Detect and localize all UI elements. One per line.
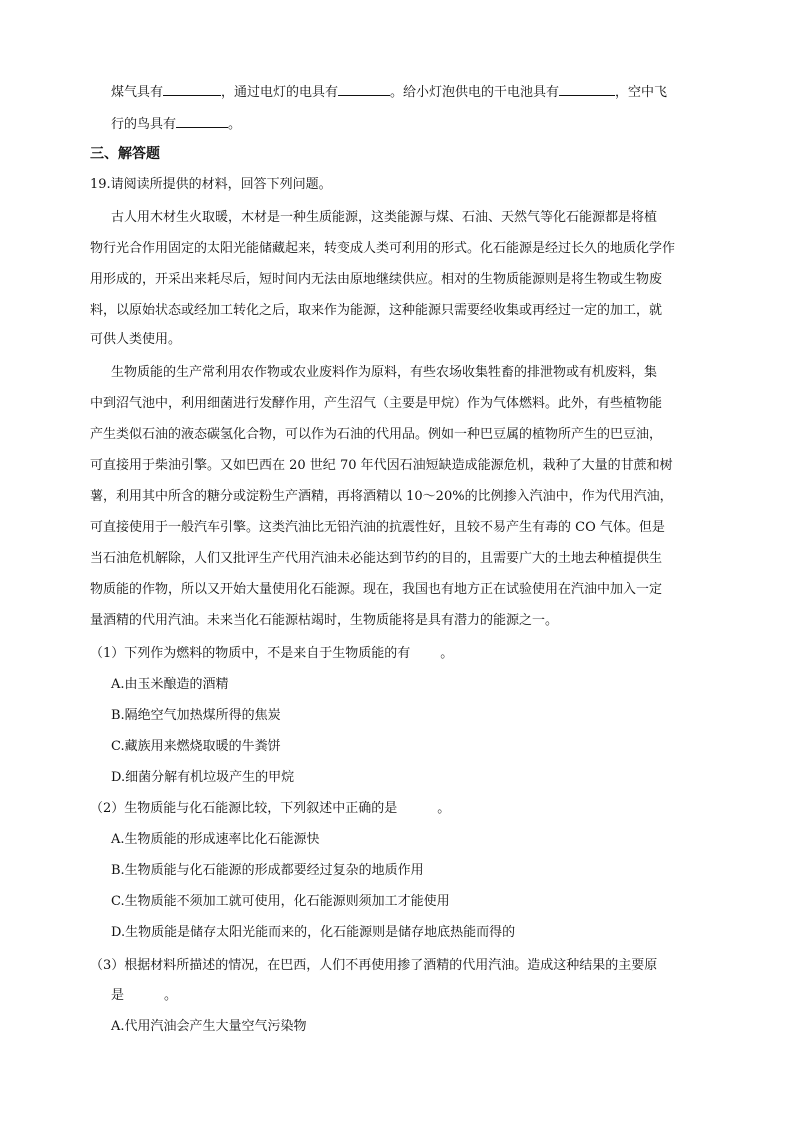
- sub-question-2-end: 。: [437, 801, 451, 816]
- passage-line: 产生类似石油的液态碳氢化合物，可以作为石油的代用品。例如一种巴豆属的植物所产生的巴豆油，: [90, 427, 663, 442]
- option-a: A.由玉米酿造的酒精: [111, 677, 229, 692]
- option-c: C.生物质能不须加工就可使用，化石能源则须加工才能使用: [111, 894, 450, 909]
- fill-in-text-3: 。给小灯泡供电的干电池具有: [390, 85, 560, 100]
- passage-line: 物行光合作用固定的太阳光能储藏起来，转变成人类可利用的形式。化石能源是经过长久的地质化学作: [90, 241, 676, 256]
- sub-question-2-text: （2）生物质能与化石能源比较，下列叙述中正确的是: [90, 801, 398, 816]
- section-heading: 三、解答题: [90, 146, 160, 162]
- passage-line: 中到沼气池中，利用细菌进行发酵作用，产生沼气（主要是甲烷）作为气体燃料。此外，有些植物能: [90, 396, 663, 411]
- passage-line: 可直接使用于一般汽车引擎。这类汽油比无铅汽油的抗震性好，且较不易产生有毒的 CO 气体。但是: [90, 520, 665, 535]
- option-a: A.代用汽油会产生大量空气污染物: [111, 1019, 307, 1034]
- fill-in-text-6: 。: [228, 117, 242, 132]
- answer-blank[interactable]: [559, 83, 615, 96]
- sub-question-3-end: 。: [164, 988, 178, 1003]
- passage-line: 生物质能的生产常利用农作物或农业废料作为原料，有些农场收集牲畜的排泄物或有机废料，集: [111, 365, 658, 380]
- answer-blank[interactable]: [176, 115, 228, 128]
- sub-question-1-stem: [90, 645, 453, 663]
- option-c: C.藏族用来燃烧取暖的牛粪饼: [111, 739, 281, 754]
- option-a: A.生物质能的形成速率比化石能源快: [111, 832, 320, 847]
- fill-in-text-2: ，通过电灯的电具有: [221, 85, 339, 100]
- fill-in-text-1: 煤气具有: [111, 85, 164, 100]
- fill-in-text-4: ，空中飞: [615, 85, 668, 100]
- sub-question-1-text: （1）下列作为燃料的物质中，不是来自于生物质能的有: [90, 646, 411, 661]
- sub-question-2-stem: [90, 800, 450, 818]
- passage-line: 可直接用于柴油引擎。又如巴西在 20 世纪 70 年代因石油短缺造成能源危机，栽种了大量的甘蔗和树: [90, 458, 673, 473]
- sub-question-3-stem-cont: [111, 987, 177, 1005]
- sub-question-3-stem: （3）根据材料所描述的情况，在巴西，人们不再使用掺了酒精的代用汽油。造成这种结果的主要原: [90, 958, 658, 973]
- passage-line: 用形成的，开采出来耗尽后，短时间内无法由原地继续供应。相对的生物质能源则是将生物或生物废: [90, 272, 663, 287]
- answer-blank[interactable]: [338, 83, 390, 96]
- passage-line: 料，以原始状态或经加工转化之后，取来作为能源，这种能源只需要经收集或再经过一定的加工，就: [90, 303, 663, 318]
- answer-blank[interactable]: [163, 83, 221, 96]
- option-b: B.生物质能与化石能源的形成都要经过复杂的地质作用: [111, 863, 424, 878]
- passage-line: 可供人类使用。: [90, 332, 182, 347]
- question-stem: 19.请阅读所提供的材料，回答下列问题。: [90, 177, 332, 192]
- option-d: D.细菌分解有机垃圾产生的甲烷: [111, 770, 295, 785]
- fill-in-text-5: 行的鸟具有: [111, 117, 177, 132]
- passage-line: 量酒精的代用汽油。未来当化石能源枯竭时，生物质能将是具有潜力的能源之一。: [90, 613, 559, 628]
- fill-in-line-2: [111, 115, 241, 134]
- option-b: B.隔绝空气加热煤所得的焦炭: [111, 708, 281, 723]
- fill-in-line-1: [111, 83, 667, 102]
- sub-question-1-end: 。: [440, 646, 454, 661]
- sub-question-3-text: 是: [111, 988, 125, 1003]
- passage-line: 古人用木材生火取暖，木材是一种生质能源，这类能源与煤、石油、天然气等化石能源都是将植: [111, 210, 658, 225]
- option-d: D.生物质能是储存太阳光能而来的，化石能源则是储存地底热能而得的: [111, 925, 516, 940]
- passage-line: 当石油危机解除，人们又批评生产代用汽油未必能达到节约的目的，且需要广大的土地去种植提供生: [90, 551, 663, 566]
- passage-line: 物质能的作物，所以又开始大量使用化石能源。现在，我国也有地方正在试验使用在汽油中加入一定: [90, 582, 663, 597]
- passage-line: 薯，利用其中所含的糖分或淀粉生产酒精，再将酒精以 10～20%的比例掺入汽油中，作为代用汽油，: [90, 489, 673, 504]
